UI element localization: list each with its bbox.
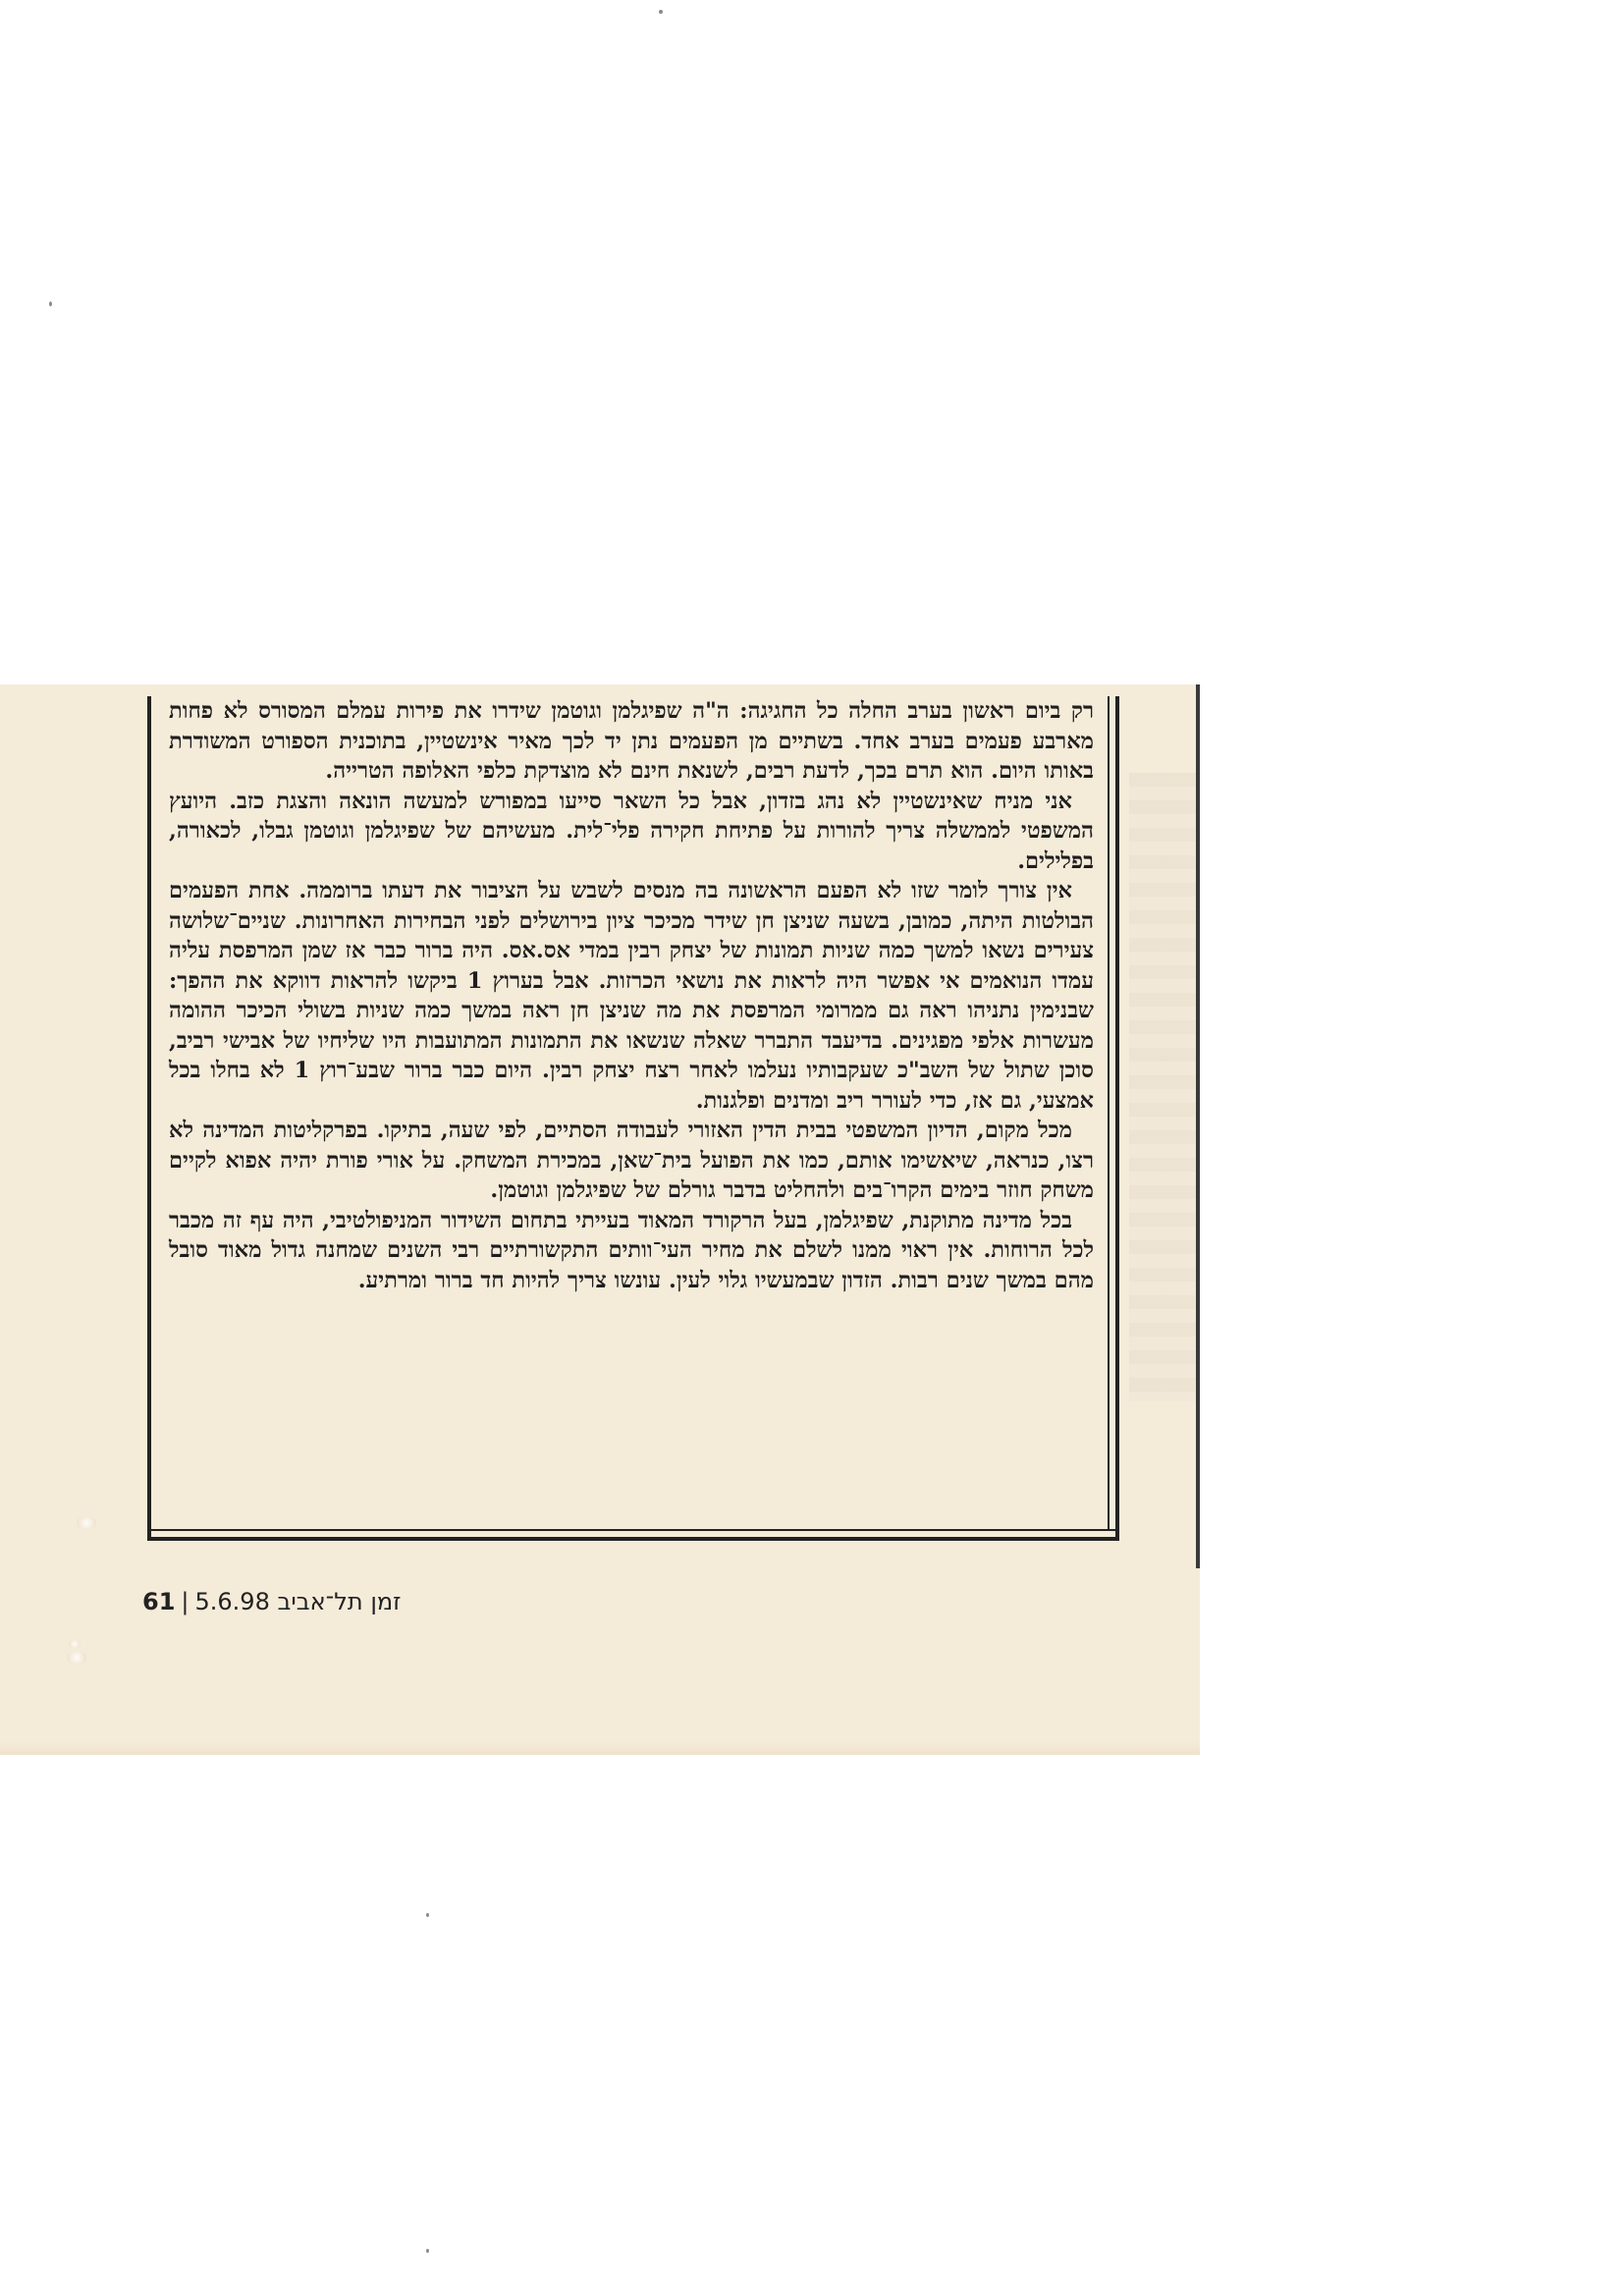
scan-speck [659, 10, 663, 14]
page-number: 61 [142, 1588, 176, 1615]
article-frame [147, 696, 1119, 1541]
clipping-bottom-edge [0, 1741, 1200, 1755]
paper-crease [77, 1517, 96, 1529]
paper-crease [67, 1652, 86, 1664]
article-paragraph: רק ביום ראשון בערב החלה כל החגיגה: ה"ה שפיגלמן וגוטמן שידרו את פירות עמלם המסורס לא פחות מארבע פעמים בערב אחד. בשתיים מן הפעמים נתן יד לכך מאיר אינשטיין, בתוכנית הספורט המשודרת באותו היום. הוא תרם בכך, לדעת רבים, לשנאת חינם לא מוצדקת כלפי האלופה הטרייה. [169, 698, 1094, 784]
clipping-edge-line [1196, 684, 1200, 1568]
footer-separator: | [181, 1588, 189, 1615]
scan-speck [49, 301, 52, 306]
article-paragraph: אני מניח שאינשטיין לא נהג בזדון, אבל כל השאר סייעו במפורש למעשה הונאה והצגת כזב. היועץ המשפטי לממשלה צריך להורות על פתיחת חקירה פלי־לית. מעשיהם של שפיגלמן וגוטמן גבלו, לכאורה, בפלילים. [169, 788, 1094, 874]
page-footer [142, 1588, 401, 1615]
publication-date-name: 5.6.98 זמן תל־אביב [194, 1588, 402, 1615]
scan-speck [426, 2249, 429, 2253]
article-paragraph: אין צורך לומר שזו לא הפעם הראשונה בה מנסים לשבש על הציבור את דעתו ברוממה. אחת הפעמים הבולטות היתה, כמובן, בשעה שניצן חן שידר מכיכר ציון בירושלים לפני הבחירות האחרונות. שניים־שלושה צעירים נשאו למשך כמה שניות תמונות של יצחק רבין במדי אס.אס. היה ברור כבר אז שמן המרפסת עליה עמדו הנואמים אי אפשר היה לראות את נושאי הכרזות. אבל בערוץ 1 ביקשו להראות דווקא את ההפך: שבנימין נתניהו ראה גם ממרומי המרפסת את מה שניצן חן ראה במשך כמה שניות בשולי הכיכר ההומה מעשרות אלפי מפגינים. בדיעבד התברר שאלה שנשאו את התמונות המתועבות היו שליחיו של אבישי רביב, סוכן שתול של השב"כ שעקבותיו נעלמו לאחר רצח יצחק רבין. היום כבר ברור שבע־רוץ 1 לא בחלו בכל אמצעי, גם אז, כדי לעורר ריב ומדנים ופלגנות. [169, 878, 1094, 1114]
article-paragraph: מכל מקום, הדיון המשפטי בבית הדין האזורי לעבודה הסתיים, לפי שעה, בתיקו. בפרקליטות המדינה לא רצו, כנראה, שיאשימו אותם, כמו את הפועל בית־שאן, במכירת המשחק. על אורי פורת יהיה אפוא לקיים משחק חוזר בימים הקרו־בים ולהחליט בדבר גורלם של שפיגלמן וגוטמן. [169, 1118, 1094, 1203]
paper-crease [69, 1640, 81, 1648]
article-body [169, 696, 1094, 1295]
article-paragraph: בכל מדינה מתוקנת, שפיגלמן, בעל הרקורד המאוד בעייתי בתחום השידור המניפולטיבי, היה עף זה מכבר לכל הרוחות. אין ראוי ממנו לשלם את מחיר העי־וותים התקשורתיים רבי השנים שמחנה גדול מאוד סובל מהם במשך שנים רבות. הזדון שבמעשיו גלוי לעין. עונשו צריך להיות חד ברור ומרתיע. [169, 1207, 1094, 1293]
scan-speck [426, 1913, 429, 1917]
newspaper-clipping [0, 684, 1200, 1755]
adjacent-column-bleed [1129, 773, 1200, 1401]
